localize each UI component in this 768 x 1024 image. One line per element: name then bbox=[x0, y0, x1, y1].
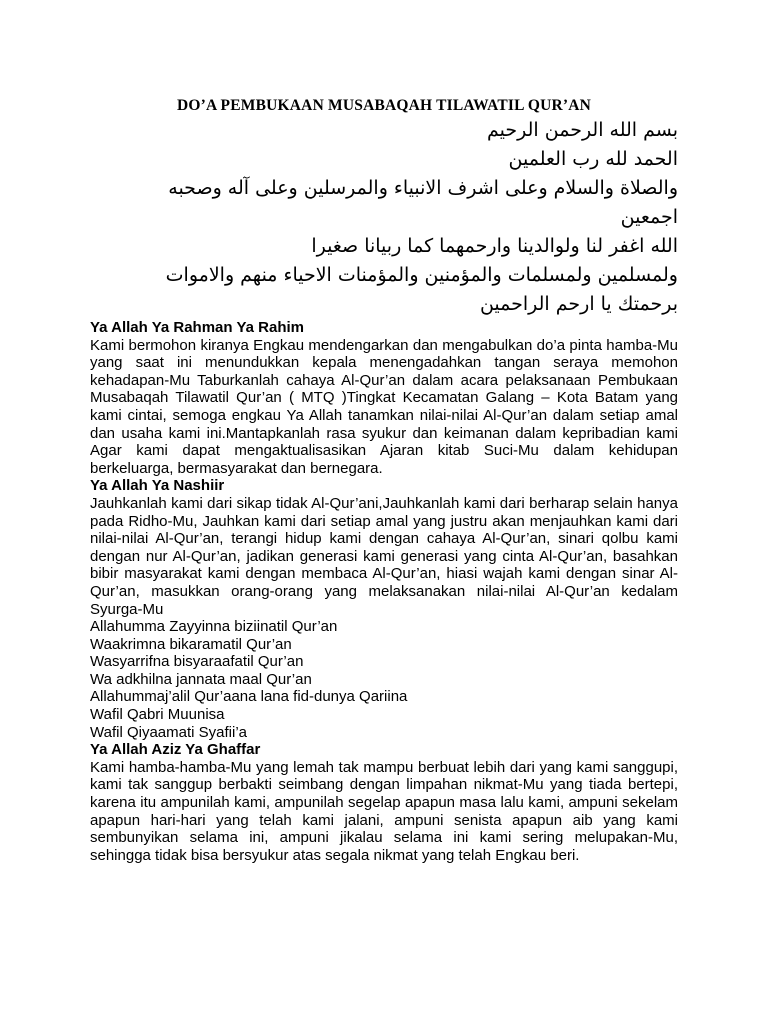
prayer-body bbox=[90, 319, 678, 864]
document-title: DO’A PEMBUKAAN MUSABAQAH TILAWATIL QUR’AN bbox=[176, 97, 592, 114]
arabic-line: اجمعين bbox=[620, 206, 678, 228]
document-page bbox=[90, 96, 678, 864]
section-paragraph: Kami hamba-hamba-Mu yang lemah tak mampu berbuat lebih dari yang kami sanggupi, kami tak sanggup berbakti seimbang dengan limpahan nikmat-Mu yang tiada bertepi, karena itu ampunilah kami, ampunilah segelap apapun masa lalu kami, ampuni sekelam apapun hari-hari yang telah kami jalani, ampuni senista apapun aib yang kami sembunyikan selama ini, ampuni jikalau selama ini kami sering melupakan-Mu, sehingga tidak bisa bersyukur atas segala nikmat yang telah Engkau beri. bbox=[90, 758, 678, 864]
prayer-line: Wa adkhilna jannata maal Qur’an bbox=[90, 670, 312, 688]
prayer-line: Wafil Qiyaamati Syafii’a bbox=[90, 723, 247, 741]
arabic-line: ولمسلمين ولمسلمات والمؤمنين والمؤمنات الاحياء منهم والاموات bbox=[165, 264, 678, 286]
prayer-line: Wafil Qabri Muunisa bbox=[90, 706, 225, 724]
arabic-opening-prayer bbox=[90, 116, 678, 319]
arabic-line: والصلاة والسلام وعلى اشرف الانبياء والمرسلين وعلى آله وصحبه bbox=[168, 177, 678, 199]
prayer-line: Allahummaj’alil Qur’aana lana fid-dunya Qariina bbox=[90, 688, 408, 706]
section-heading: Ya Allah Ya Nashiir bbox=[90, 477, 225, 495]
prayer-line: Wasyarrifna bisyaraafatil Qur’an bbox=[90, 653, 304, 671]
section-heading: Ya Allah Aziz Ya Ghaffar bbox=[90, 741, 261, 759]
arabic-line: الحمد لله رب العلمين bbox=[508, 148, 678, 170]
section-paragraph: Jauhkanlah kami dari sikap tidak Al-Qur’ani,Jauhkanlah kami dari berharap selain hanya pada Ridho-Mu, Jauhkan kami dari setiap amal yang justru akan menjauhkan kami dari nilai-nilai Al-Qur’an, terangi hidup kami dengan cahaya Al-Qur’an, sinari qolbu kami dengan nur Al-Qur’an, jadikan generasi kami generasi yang cinta Al-Qur’an, basahkan bibir masyarakat kami dengan membaca Al-Qur’an, hiasi wajah kami dengan sinar Al-Qur’an, masukkan orang-orang yang melaksanakan nilai-nilai Al-Qur’an kedalam Syurga-Mu bbox=[90, 494, 678, 618]
section-paragraph: Kami bermohon kiranya Engkau mendengarkan dan mengabulkan do’a pinta hamba-Mu yang saat ini menundukkan kepala menengadahkan tangan seraya memohon kehadapan-Mu Taburkanlah cahaya Al-Qur’an dalam acara pelaksanaan Pembukaan Musabaqah Tilawatil Qur’an ( MTQ )Tingkat Kecamatan Galang – Kota Batam yang kami cintai, semoga engkau Ya Allah tanamkan nilai-nilai Al-Qur’an dalam setiap amal dan usaha kami ini.Mantapkanlah rasa syukur dan keimanan dalam kepribadian kami Agar kami dapat mengaktualisasikan Ajaran kitab Suci-Mu dalam kehidupan berkeluarga, bermasyarakat dan bernegara. bbox=[90, 336, 678, 477]
prayer-line: Allahumma Zayyinna biziinatil Qur’an bbox=[90, 618, 338, 636]
section-heading: Ya Allah Ya Rahman Ya Rahim bbox=[90, 319, 304, 336]
arabic-line: الله اغفر لنا ولوالدينا وارحمهما كما ربيانا صغيرا bbox=[311, 235, 678, 257]
arabic-line: برحمتك يا ارحم الراحمين bbox=[479, 293, 678, 315]
prayer-line: Waakrimna bikaramatil Qur’an bbox=[90, 635, 292, 653]
arabic-line: بسم الله الرحمن الرحيم bbox=[487, 119, 678, 141]
